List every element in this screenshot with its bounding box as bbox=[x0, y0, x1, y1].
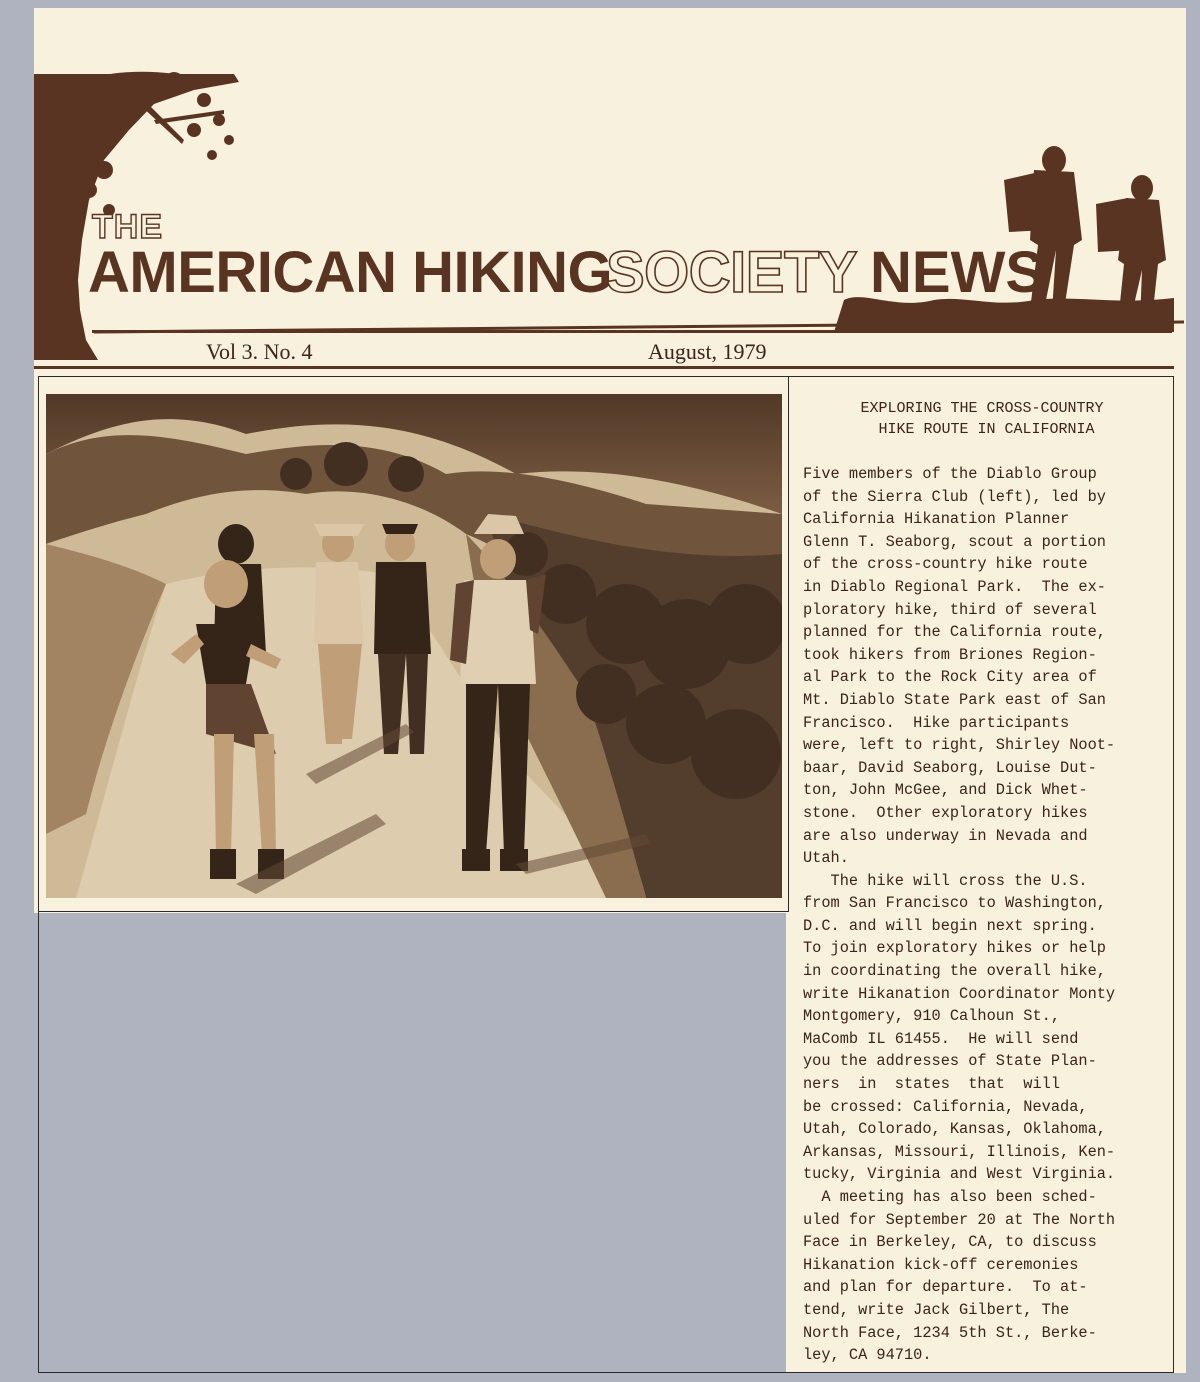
masthead-illustration bbox=[34, 60, 1184, 370]
issue-date: August, 1979 bbox=[648, 339, 767, 364]
volume-number: Vol 3. No. 4 bbox=[206, 339, 313, 364]
masthead-title-news: NEWS bbox=[870, 240, 1044, 305]
masthead-title-outline: SOCIETY bbox=[606, 240, 858, 305]
masthead-the: THE bbox=[92, 208, 163, 246]
article-headline: EXPLORING THE CROSS-COUNTRY HIKE ROUTE IN CALIFORNIA bbox=[860, 400, 1104, 438]
hikers-on-trail-photo bbox=[46, 394, 782, 898]
masthead-rule-bottom bbox=[34, 366, 1174, 369]
article-body: Five members of the Diablo Group of the Sierra Club (left), led by California Hikanation Planner Glenn T. Seaborg, scout a portion of the cross-country hike route in Diablo Regional Park. The ex- ploratory hike, third of several planned for the California route, took hikers from Briones Region- al Park to the Rock City area of Mt. Diablo State Park east of San Francisco. Hike participants were, left to right, Shirley Noot- baar, David Seaborg, Louise Dut- ton, John McGee, and Dick Whet- stone. Other exploratory hikes are also underway in Nevada and Utah. The hike will cross the U.S. from San Francisco to Washington, D.C. and will begin next spring. To join exploratory hikes or help in coordinating the overall hike, write Hikanation Coordinator Monty Montgomery, 910 Calhoun St., MaComb IL 61455. He will send you the addresses of State Plan- ners in states that will be crossed: California, Nevada, Utah, Colorado, Kansas, Oklahoma, Arkansas, Missouri, Illinois, Ken- tucky, Virginia and West Virginia. A meeting has also been sched- uled for September 20 at The North Face in Berkeley, CA, to discuss Hikanation kick-off ceremonies and plan for departure. To at- tend, write Jack Gilbert, The North Face, 1234 5th St., Berke- ley, CA 94710. bbox=[803, 465, 1116, 1365]
masthead-title-solid: AMERICAN HIKING bbox=[88, 240, 613, 305]
masthead-rule bbox=[92, 330, 1172, 333]
